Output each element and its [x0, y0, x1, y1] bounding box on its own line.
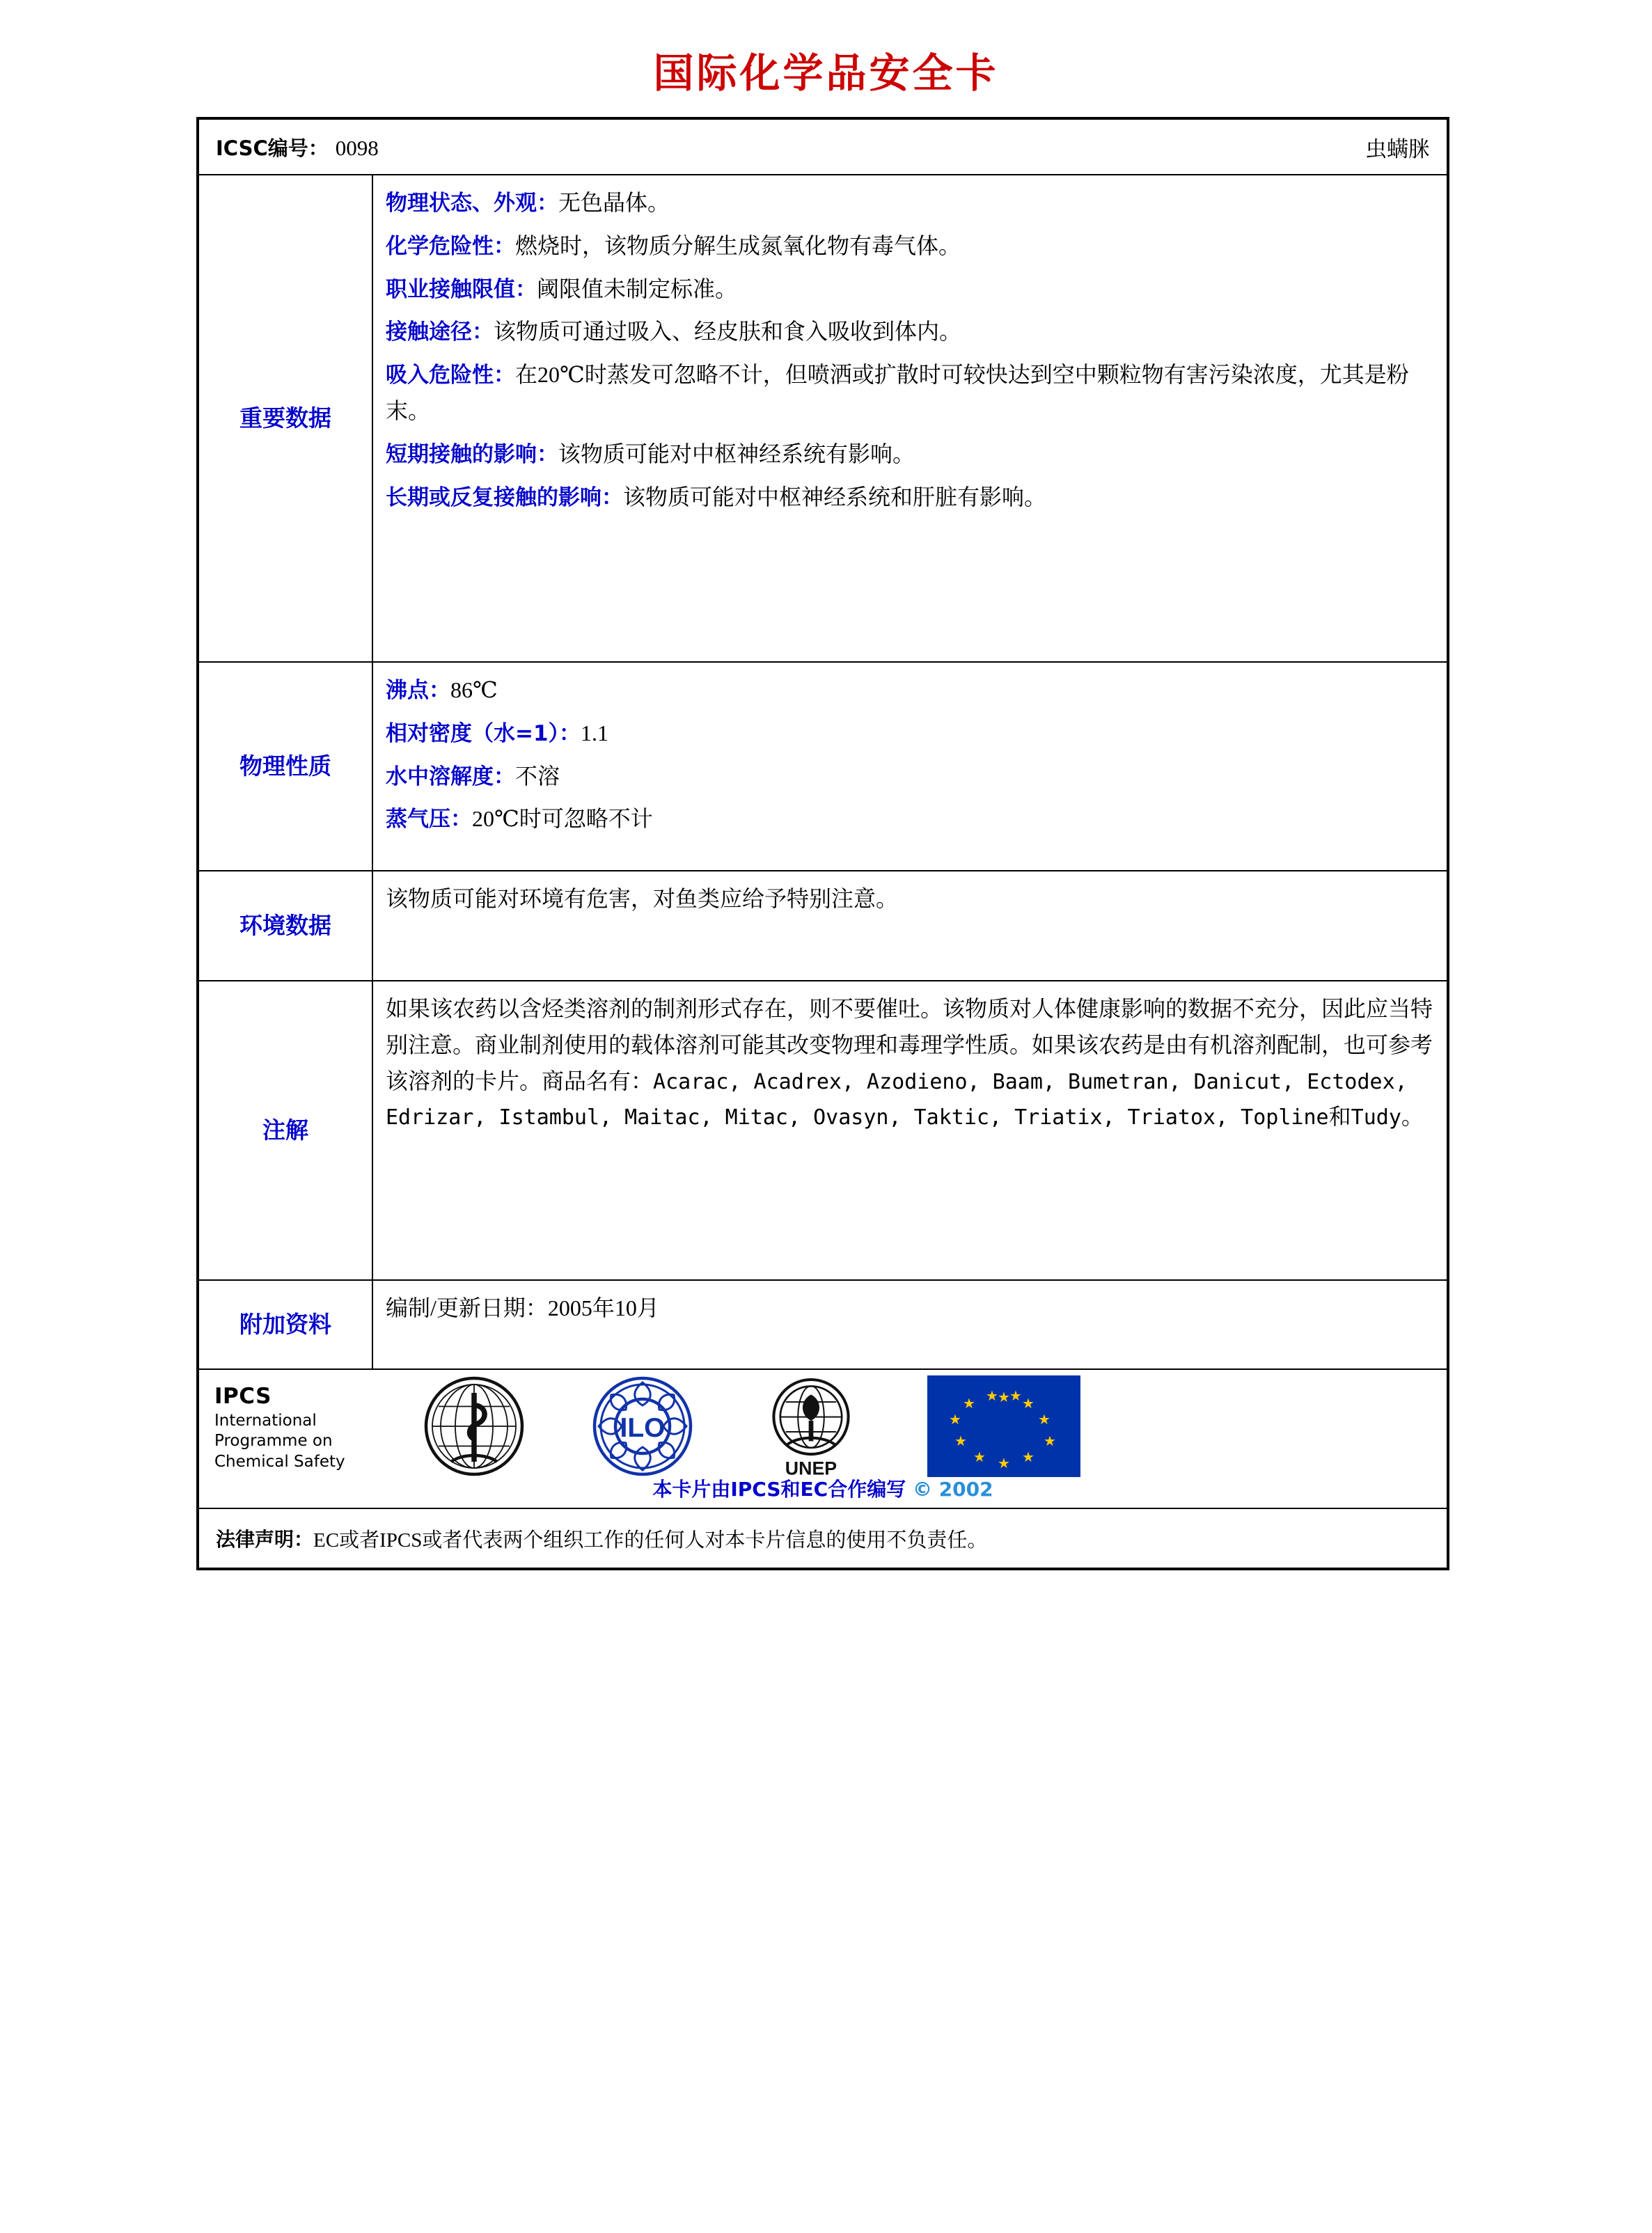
item-head: 化学危险性： [386, 233, 515, 259]
section-label-physical-properties: 物理性质 [199, 663, 373, 870]
svg-text:★: ★ [1009, 1388, 1022, 1404]
section-label-notes: 注解 [199, 981, 373, 1279]
section-physical-properties [199, 661, 1447, 870]
item-text: 燃烧时，该物质分解生成氮氧化物有毒气体。 [515, 232, 961, 258]
notes-text-part2: 和 [1328, 1104, 1351, 1130]
additional-info-text: 编制/更新日期：2005年10月 [386, 1295, 659, 1320]
environmental-text: 该物质可能对环境有危害，对鱼类应给予特别注意。 [386, 886, 899, 911]
icsc-number-label: ICSC编号： [216, 136, 329, 160]
item-text: 该物质可能对中枢神经系统有影响。 [558, 441, 915, 466]
data-item [386, 228, 1434, 265]
item-head: 短期接触的影响： [386, 441, 558, 467]
svg-text:★: ★ [954, 1433, 967, 1449]
substance-name: 虫螨脒 [1365, 136, 1430, 161]
section-important-data [199, 174, 1447, 661]
data-item [386, 185, 1434, 221]
section-environmental-data [199, 870, 1447, 980]
item-head: 水中溶解度： [386, 764, 515, 789]
ilo-logo [590, 1374, 695, 1482]
section-label-additional-info: 附加资料 [199, 1281, 373, 1368]
cooperation-line [199, 1474, 1447, 1502]
ipcs-block [199, 1383, 373, 1472]
svg-text:★: ★ [1038, 1412, 1051, 1428]
data-item [386, 672, 1434, 709]
footer-logos-row [199, 1368, 1447, 1508]
svg-text:★: ★ [963, 1396, 975, 1412]
icsc-number-value: 0098 [335, 135, 379, 160]
icsc-card [196, 117, 1449, 1570]
item-text: 不溶 [515, 763, 560, 789]
item-text: 20℃时可忽略不计 [472, 806, 653, 832]
section-content-environmental-data [373, 871, 1447, 980]
ipcs-line-3: Chemical Safety [214, 1452, 345, 1471]
eu-flag [927, 1375, 1080, 1481]
notes-trade-names: Acarac, Acadrex, Azodieno, Baam, Bumetran, Danicut, Ectodex, Edrizar, Istambul, Maitac, Mitac, Ovasyn, Taktic, Triatix, Triatox, Topline [386, 1069, 1408, 1130]
item-head: 吸入危险性： [386, 363, 515, 388]
data-item [386, 314, 1434, 350]
item-text: 无色晶体。 [558, 190, 670, 215]
data-item [386, 357, 1434, 429]
svg-text:★: ★ [1044, 1433, 1056, 1449]
data-item [386, 759, 1434, 795]
item-text: 阈限值未制定标准。 [537, 276, 738, 301]
item-text: 该物质可通过吸入、经皮肤和食入吸收到体内。 [494, 319, 962, 345]
item-head: 职业接触限值： [386, 276, 537, 302]
item-head: 沸点： [386, 678, 450, 703]
section-content-notes [373, 981, 1447, 1279]
notes-text-part1: 如果该农药以含烃类溶剂的制剂形式存在，则不要催吐。该物质对人体健康影响的数据不充分，因此应当特别注意。商业制剂使用的载体溶剂可能其改变物理和毒理学性质。如果该农药是由有机溶剂配制，也可参考该溶剂的卡片。商品名有： [386, 996, 1433, 1094]
svg-text:★: ★ [973, 1449, 986, 1465]
section-notes [199, 980, 1447, 1279]
svg-text:★: ★ [998, 1455, 1010, 1471]
item-text: 在20℃时蒸发可忽略不计，但喷洒或扩散时可较快达到空中颗粒物有害污染浓度，尤其是粉末。 [386, 362, 1409, 424]
legal-notice-row [199, 1508, 1447, 1568]
item-text: 1.1 [581, 720, 609, 745]
notes-trade-names-last: Tudy [1351, 1105, 1401, 1130]
cooperation-text: 本卡片由IPCS和EC合作编写 [652, 1478, 906, 1501]
svg-text:★: ★ [1022, 1396, 1035, 1412]
ipcs-line-2: Programme on [214, 1432, 333, 1451]
section-label-important-data: 重要数据 [199, 175, 373, 661]
svg-text:ILO: ILO [620, 1412, 666, 1443]
data-item [386, 716, 1434, 752]
unep-caption: UNEP [785, 1458, 837, 1478]
data-item [386, 801, 1434, 837]
card-header [199, 120, 1447, 174]
item-head: 蒸气压： [386, 807, 472, 833]
svg-text:★: ★ [949, 1412, 961, 1428]
legal-label: 法律声明： [216, 1528, 314, 1551]
unep-logo [759, 1374, 863, 1482]
item-head: 物理状态、外观： [386, 191, 558, 216]
item-head: 接触途径： [386, 319, 494, 345]
svg-text:★: ★ [998, 1389, 1010, 1405]
notes-paragraph [386, 991, 1434, 1135]
item-text: 该物质可能对中枢神经系统和肝脏有影响。 [623, 484, 1047, 510]
notes-text-end: 。 [1401, 1104, 1424, 1130]
item-head: 相对密度（水=1）： [386, 720, 581, 746]
copyright-text: © 2002 [912, 1478, 993, 1501]
who-logo [422, 1374, 526, 1482]
data-item [386, 480, 1434, 516]
data-item [386, 271, 1434, 308]
data-item [386, 436, 1434, 473]
legal-text: EC或者IPCS或者代表两个组织工作的任何人对本卡片信息的使用不负责任。 [313, 1529, 988, 1552]
section-content-physical-properties [373, 663, 1447, 870]
section-content-additional-info [373, 1281, 1447, 1368]
item-head: 长期或反复接触的影响： [386, 484, 623, 510]
section-label-environmental-data: 环境数据 [199, 871, 373, 980]
section-additional-info [199, 1279, 1447, 1368]
page-title: 国际化学品安全卡 [653, 49, 999, 97]
item-text: 86℃ [450, 677, 498, 702]
svg-text:★: ★ [986, 1388, 998, 1404]
ipcs-line-1: International [214, 1411, 317, 1430]
svg-text:★: ★ [1022, 1449, 1035, 1465]
ipcs-title: IPCS [214, 1384, 272, 1409]
section-content-important-data [373, 175, 1447, 661]
icsc-number-group [216, 133, 379, 161]
